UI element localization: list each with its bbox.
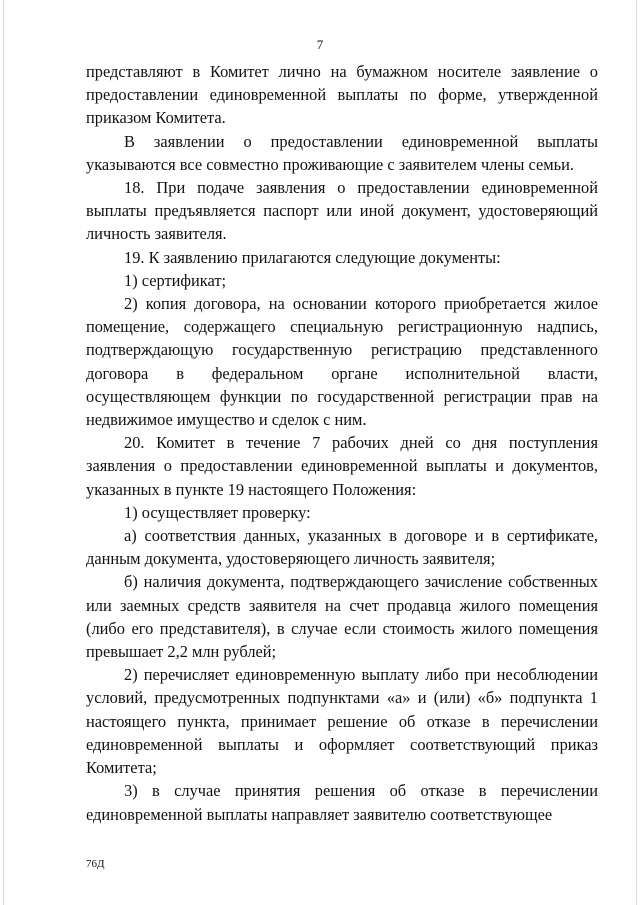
paragraph-19: 19. К заявлению прилагаются следующие документы: <box>124 247 501 267</box>
sub-item-a: а) соответствия данных, указанных в договоре и в сертификате, данным документа, удостоверяющего личность заявителя; <box>86 526 598 569</box>
page-number: 7 <box>316 37 324 52</box>
list-item-contract-copy: 2) копия договора, на основании которого приобретается жилое помещение, содержащего специальную регистрационную надпись, подтверждающую государственную регистрацию представленного договора в федеральном органе исполнительной власти, осуществляющем функции по государственной регистрации прав на недвижимое имущество и сделок с ним. <box>86 294 598 430</box>
scan-edge-right <box>636 0 637 905</box>
paragraph-20: 20. Комитет в течение 7 рабочих дней со дня поступления заявления о предоставлении единовременной выплаты и документов, указанных в пункте 19 настоящего Положения: <box>86 433 598 499</box>
list-item-verification: 1) осуществляет проверку: <box>124 502 311 522</box>
scan-edge-left <box>3 0 4 905</box>
body-text <box>86 60 598 826</box>
list-item-refusal: 3) в случае принятия решения об отказе в перечислении единовременной выплаты направляет заявителю соответствующее <box>86 781 598 824</box>
paragraph-continuation: представляют в Комитет лично на бумажном носителе заявление о предоставлении единовременной выплаты по форме, утвержденной приказом Комитета. <box>86 62 598 128</box>
paragraph-family-members: В заявлении о предоставлении единовременной выплаты указываются все совместно проживающие с заявителем члены семьи. <box>86 131 598 174</box>
list-item-payment: 2) перечисляет единовременную выплату либо при несоблюдении условий, предусмотренных подпунктами «а» и (или) «б» подпункта 1 настоящего пункта, принимает решение об отказе в перечислении единовременной выплаты и оформляет соответствующий приказ Комитета; <box>86 665 598 778</box>
footer-code: 76Д <box>86 858 105 870</box>
sub-item-b: б) наличия документа, подтверждающего зачисление собственных или заемных средств заявителя на счет продавца жилого помещения (либо его представителя), в случае если стоимость жилого помещения превышает 2,2 млн рублей; <box>86 572 598 662</box>
paragraph-18: 18. При подаче заявления о предоставлении единовременной выплаты предъявляется паспорт или иной документ, удостоверяющий личность заявителя. <box>86 178 598 244</box>
list-item-certificate: 1) сертификат; <box>124 270 227 290</box>
